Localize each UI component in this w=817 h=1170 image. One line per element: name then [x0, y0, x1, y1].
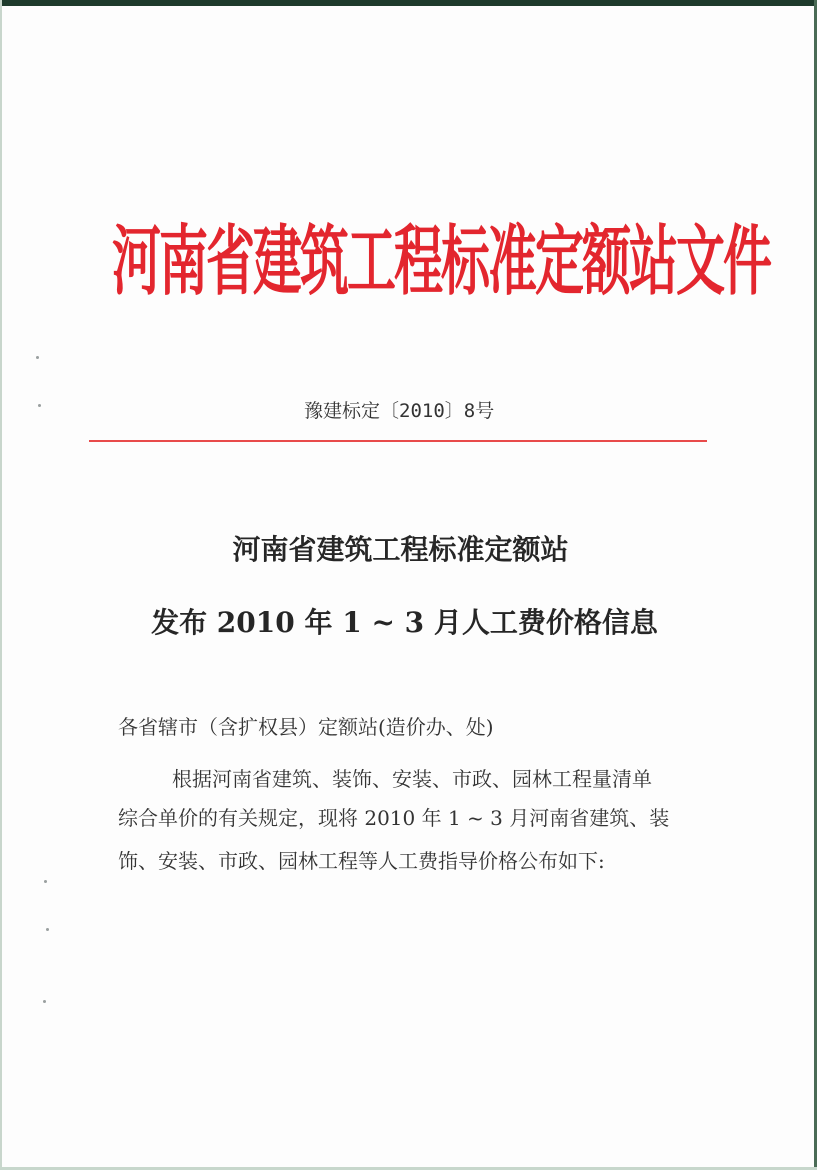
main-title-line-1: 河南省建筑工程标准定额站: [232, 533, 569, 566]
scan-speck: [44, 880, 47, 883]
scan-speck: [36, 356, 39, 359]
paragraph-line: 饰、安装、市政、园林工程等人工费指导价格公布如下:: [118, 849, 605, 873]
paragraph-line: 综合单价的有关规定，现将 2010 年 1 ~ 3 月河南省建筑、装: [118, 806, 670, 830]
scan-speck: [46, 928, 49, 931]
red-divider-line: [89, 440, 707, 442]
main-title-line-2: 发布 2010 年 1 ~ 3 月人工费价格信息: [151, 606, 658, 639]
salutation: 各省辖市（含扩权县）定额站(造价办、处): [118, 715, 494, 739]
red-header-title: 河南省建筑工程标准定额站文件: [112, 216, 771, 306]
scan-edge-top: [0, 0, 817, 6]
scan-speck: [43, 1000, 46, 1003]
scan-edge-left: [0, 0, 2, 1170]
document-number: 豫建标定〔2010〕8号: [304, 400, 495, 422]
paragraph-line: 根据河南省建筑、装饰、安装、市政、园林工程量清单: [172, 767, 652, 791]
scan-speck: [38, 404, 41, 407]
